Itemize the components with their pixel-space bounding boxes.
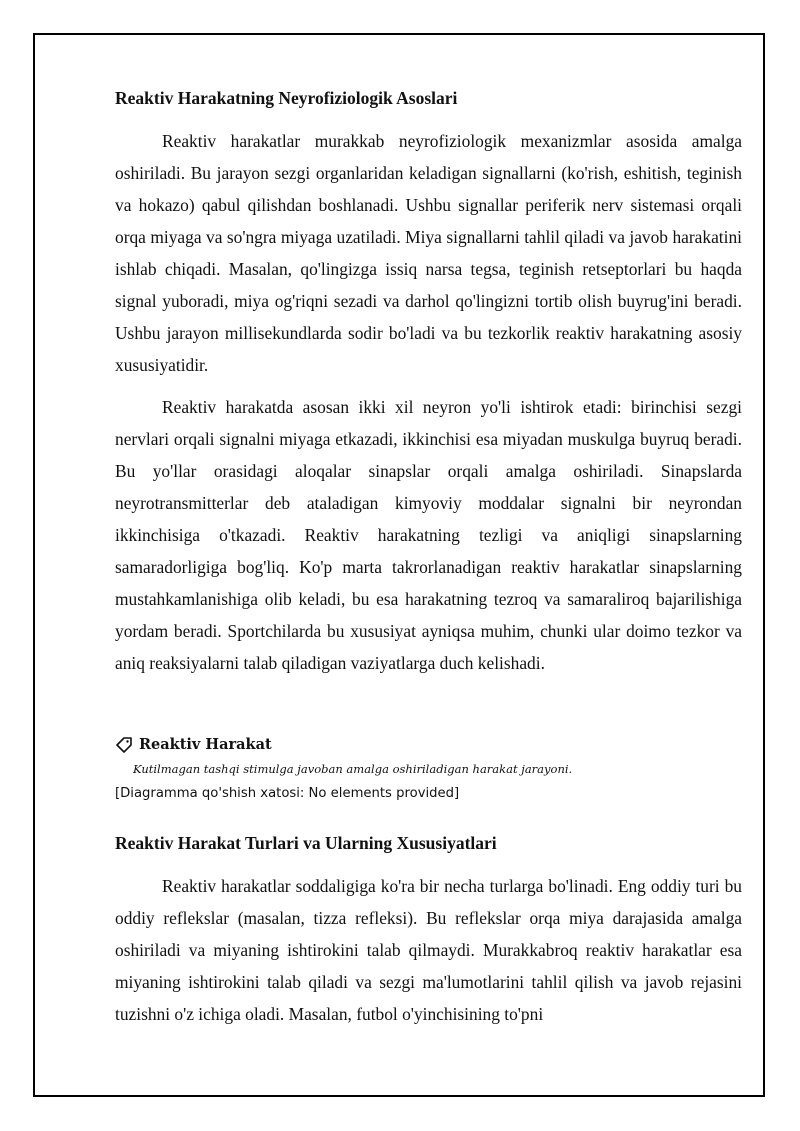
- paragraph: Reaktiv harakatlar murakkab neyrofiziologik mexanizmlar asosida amalga oshiriladi. Bu jarayon sezgi organlaridan keladigan signallarni (ko'rish, eshitish, teginish va hokazo) qabul qilishdan boshlanadi. Ushbu signallar periferik nerv sistemasi orqali orqa miyaga va so'ngra miyaga uzatiladi. Miya signallarni tahlil qiladi va javob harakatini ishlab chiqadi. Masalan, qo'lingizga issiq narsa tegsa, teginish retseptorlari bu haqda signal yuboradi, miya og'riqni sezadi va darhol qo'lingizni tortib olish buyrug'ini beradi. Ushbu jarayon millisekundlarda sodir bo'ladi va bu tezkorlik reaktiv harakatning asosiy xususiyatidir.: [115, 131, 742, 375]
- definition-term-row: [115, 734, 742, 756]
- definition-text: Kutilmagan tashqi stimulga javoban amalga oshiriladigan harakat jarayoni.: [133, 762, 573, 776]
- diagram-error-message: [Diagramma qo'shish xatosi: No elements provided]: [115, 786, 460, 801]
- section-heading-types: Reaktiv Harakat Turlari va Ularning Xususiyatlari: [115, 833, 497, 853]
- tag-icon: [115, 736, 133, 754]
- definition-term: Reaktiv Harakat: [139, 736, 272, 753]
- definition-box: [115, 734, 742, 804]
- section-heading-neurophysiology: Reaktiv Harakatning Neyrofiziologik Asoslari: [115, 88, 458, 108]
- paragraph: Reaktiv harakatda asosan ikki xil neyron yo'li ishtirok etadi: birinchisi sezgi nervlari orqali signalni miyaga etkazadi, ikkinchisi esa miyadan muskulga buyruq beradi. Bu yo'llar orasidagi aloqalar sinapslar orqali amalga oshiriladi. Sinapslarda neyrotransmitterlar deb ataladigan kimyoviy moddalar signalni bir neyrondan ikkinchisiga o'tkazadi. Reaktiv harakatning tezligi va aniqligi sinapslarning samaradorligiga bog'liq. Ko'p marta takrorlanadigan reaktiv harakatlar sinapslarning mustahkamlanishiga olib keladi, bu esa harakatning tezroq va samaraliroq bajarilishiga yordam beradi. Sportchilarda bu xususiyat ayniqsa muhim, chunki ular doimo tezkor va aniq reaksiyalarni talab qiladigan vaziyatlarga duch kelishadi.: [115, 397, 742, 673]
- paragraph: Reaktiv harakatlar soddaligiga ko'ra bir necha turlarga bo'linadi. Eng oddiy turi bu oddiy reflekslar (masalan, tizza refleksi). Bu reflekslar orqa miya darajasida amalga oshiriladi va miyaning ishtirokini talab qilmaydi. Murakkabroq reaktiv harakatlar esa miyaning ishtirokini talab qiladi va sezgi ma'lumotlarini tahlil qilish va javob rejasini tuzishni o'z ichiga oladi. Masalan, futbol o'yinchisining to'pni: [115, 876, 742, 1024]
